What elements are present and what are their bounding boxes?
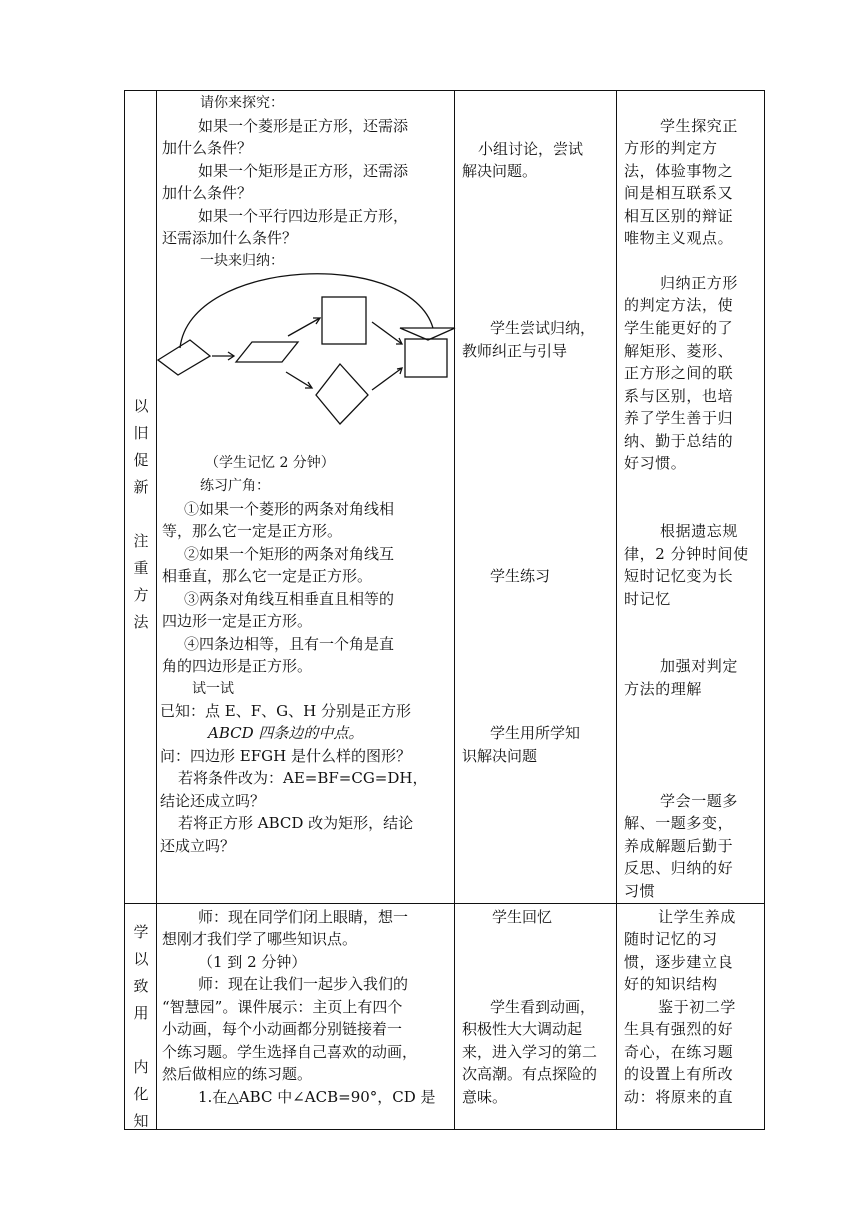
intent-line: 加强对判定 — [660, 657, 739, 675]
practice-line: ④四条边相等，且有一个角是直 — [184, 635, 395, 653]
stage-char: 重 — [133, 559, 149, 577]
square-shape — [405, 339, 447, 377]
intent-line: 纳、勤于总结的 — [624, 432, 734, 450]
practice-line: 角的四边形是正方形。 — [162, 657, 313, 675]
question-line: 如果一个菱形是正方形，还需添 — [198, 117, 409, 135]
intent-line: 方形的判定方 — [624, 139, 718, 157]
intent-line: 的判定方法，使 — [624, 296, 734, 314]
arrow-line — [372, 322, 402, 344]
student-activity: 来，进入学习的第二 — [462, 1043, 598, 1061]
intent-line: 学会一题多 — [660, 792, 739, 810]
stage-char: 方 — [133, 586, 149, 604]
arrow-line — [286, 372, 312, 388]
intent-line: 相互区别的辩证 — [624, 207, 734, 225]
intent-line: 唯物主义观点。 — [624, 229, 734, 247]
practice-line: 四边形一定是正方形。 — [162, 612, 313, 630]
ask-line: 若将正方形 ABCD 改为矩形，结论 — [178, 814, 414, 832]
question-line: 加什么条件？ — [162, 184, 253, 202]
teacher-line: 想刚才我们学了哪些知识点。 — [162, 930, 358, 948]
intent-line: 动：将原来的直 — [624, 1088, 734, 1106]
memory-note: （学生记忆 2 分钟） — [205, 455, 335, 471]
kite-shape — [158, 340, 210, 375]
intent-line: 鉴于初二学 — [658, 998, 737, 1016]
question-line: 如果一个矩形是正方形，还需添 — [198, 162, 409, 180]
student-activity: 学生尝试归纳， — [490, 319, 596, 337]
student-activity: 学生回忆 — [492, 908, 553, 926]
known-line: ABCD 四条边的中点。 — [208, 724, 364, 742]
intent-line: 好的知识结构 — [624, 975, 718, 993]
intent-line: 归纳正方形 — [660, 274, 739, 292]
stage-char — [126, 1027, 156, 1054]
summary-title: 一块来归纳： — [200, 253, 284, 269]
ask-line: 问：四边形 EFGH 是什么样的图形？ — [160, 747, 411, 765]
intent-line: 学生探究正 — [660, 117, 739, 135]
table-border-right — [764, 90, 765, 1130]
explore-title: 请你来探究： — [200, 95, 284, 111]
column-divider-3 — [616, 90, 617, 1130]
intent-line: 的设置上有所改 — [624, 1065, 734, 1083]
intent-line: 正方形之间的联 — [624, 364, 734, 382]
intent-line: 养成解题后勤于 — [624, 837, 734, 855]
intent-line: 学生能更好的了 — [624, 319, 734, 337]
practice-line: ②如果一个矩形的两条对角线互 — [184, 545, 395, 563]
rhombus-shape — [316, 364, 368, 424]
table-border-bottom — [124, 1129, 765, 1130]
stage-char: 化 — [133, 1085, 149, 1103]
intent-line: 短时记忆变为长 — [624, 567, 734, 585]
student-activity: 教师纠正与引导 — [462, 342, 568, 360]
stage-char: 致 — [133, 977, 149, 995]
intent-line: 时记忆 — [624, 590, 671, 608]
teacher-line: 小动画，每个小动画都分别链接着一 — [162, 1020, 403, 1038]
teacher-line: 然后做相应的练习题。 — [162, 1065, 313, 1083]
student-activity: 识解决问题 — [462, 747, 538, 765]
intent-line: 让学生养成 — [658, 908, 737, 926]
intent-line: 法，体验事物之 — [624, 162, 734, 180]
intent-line: 习惯 — [624, 882, 656, 900]
ask-line: 还成立吗？ — [160, 837, 236, 855]
student-activity: 解决问题。 — [462, 162, 538, 180]
teacher-line: 师：现在同学们闭上眼睛，想一 — [198, 908, 409, 926]
row-divider — [124, 903, 765, 904]
intent-line: 间是相互联系又 — [624, 184, 734, 202]
known-line: 已知：点 E、F、G、H 分别是正方形 — [160, 702, 411, 720]
stage-char: 以 — [133, 950, 149, 968]
intent-line: 方法的理解 — [624, 680, 703, 698]
stage-label-application — [126, 919, 156, 1135]
intent-line: 解矩形、菱形、 — [624, 342, 734, 360]
intent-line: 反思、归纳的好 — [624, 859, 734, 877]
intent-line: 奇心，在练习题 — [624, 1043, 734, 1061]
practice-line: 等，那么它一定是正方形。 — [162, 522, 343, 540]
practice-line: 相垂直，那么它一定是正方形。 — [162, 567, 373, 585]
rectangle-shape — [322, 297, 366, 344]
quadrilateral-relationship-diagram — [150, 268, 460, 436]
stage-char — [126, 501, 156, 528]
question-line: 如果一个平行四边形是正方形， — [198, 207, 409, 225]
teacher-line: （1 到 2 分钟） — [198, 953, 307, 971]
table-border-left — [124, 90, 125, 1130]
ask-line: 结论还成立吗？ — [160, 792, 266, 810]
arrow-line — [288, 318, 320, 336]
intent-line: 好习惯。 — [624, 454, 687, 472]
intent-line: 系与区别，也培 — [624, 387, 734, 405]
ask-line: 若将条件改为：AE=BF=CG=DH， — [178, 769, 428, 787]
column-divider-1 — [156, 90, 157, 1130]
stage-char: 新 — [133, 478, 149, 496]
table-border-top — [124, 90, 765, 91]
intent-line: 惯，逐步建立良 — [624, 953, 734, 971]
intent-line: 律，2 分钟时间使 — [624, 545, 749, 563]
arrowhead-top — [400, 328, 455, 340]
student-activity: 学生练习 — [490, 567, 551, 585]
practice-title: 练习广角： — [200, 478, 270, 494]
try-title: 试一试 — [192, 681, 234, 697]
intent-line: 解、一题多变， — [624, 814, 734, 832]
stage-char: 旧 — [133, 424, 149, 442]
intent-line: 随时记忆的习 — [624, 930, 718, 948]
intent-line: 根据遗忘规 — [660, 522, 739, 540]
stage-char: 用 — [133, 1004, 149, 1022]
question-line: 还需添加什么条件？ — [162, 229, 298, 247]
student-activity: 学生用所学知 — [490, 724, 581, 742]
arc-arrow — [180, 274, 433, 348]
teacher-line: 1.在△ABC 中∠ACB=90°，CD 是 — [198, 1088, 436, 1106]
student-activity: 次高潮。有点探险的 — [462, 1065, 598, 1083]
stage-char: 以 — [133, 397, 149, 415]
intent-line: 生具有强烈的好 — [624, 1020, 734, 1038]
student-activity: 积极性大大调动起 — [462, 1020, 583, 1038]
stage-char: 学 — [133, 923, 149, 941]
stage-char: 注 — [133, 532, 149, 550]
question-line: 加什么条件？ — [162, 139, 253, 157]
intent-line: 养了学生善于归 — [624, 409, 734, 427]
practice-line: ①如果一个菱形的两条对角线相 — [184, 500, 395, 518]
student-activity: 意味。 — [462, 1088, 508, 1106]
stage-char: 促 — [133, 451, 149, 469]
student-activity: 小组讨论，尝试 — [478, 140, 584, 158]
arrow-line — [372, 368, 402, 390]
stage-char: 法 — [133, 613, 149, 631]
teacher-line: 师：现在让我们一起步入我们的 — [198, 975, 409, 993]
teacher-line: 个练习题。学生选择自己喜欢的动画， — [162, 1043, 418, 1061]
teacher-line: “智慧园”。课件展示：主页上有四个 — [162, 998, 403, 1016]
parallelogram-shape — [236, 342, 298, 362]
stage-char: 内 — [133, 1058, 149, 1076]
student-activity: 学生看到动画， — [490, 998, 596, 1016]
stage-char: 知 — [133, 1112, 149, 1130]
practice-line: ③两条对角线互相垂直且相等的 — [184, 590, 395, 608]
